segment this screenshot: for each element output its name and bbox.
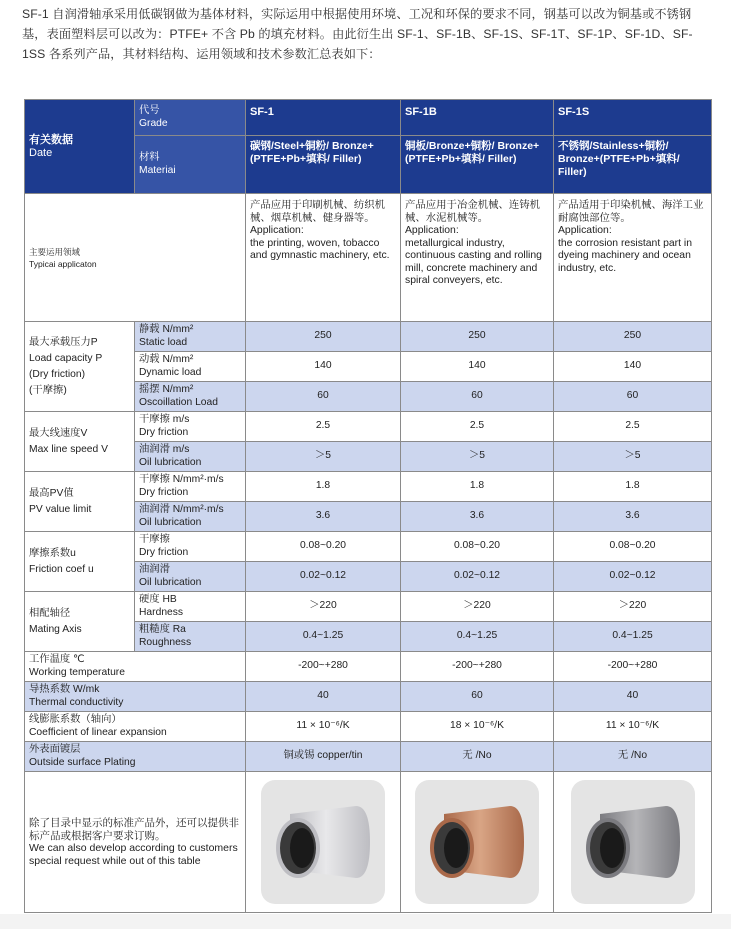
table-row — [25, 742, 712, 772]
sub-label-en: Dry friction — [139, 426, 189, 438]
sub-label — [135, 442, 246, 472]
sub-label-en: Dry friction — [139, 486, 189, 498]
sub-label-en: Static load — [139, 336, 188, 348]
value-cell: 无 /No — [401, 742, 554, 772]
table-row — [25, 532, 712, 562]
sub-label-cn: 干摩擦 N/mm²·m/s — [139, 474, 224, 485]
sub-label — [135, 472, 246, 502]
sub-label-en: Oscoillation Load — [139, 396, 218, 408]
value-cell: 0.02~0.12 — [554, 562, 712, 592]
header-material-sf1s: 不锈钢/Stainless+铜粉/ Bronze+(PTFE+Pb+填料/ Filler) — [554, 136, 712, 194]
sub-label-cn: 油润滑 m/s — [139, 444, 190, 455]
bearing-wrap — [554, 772, 711, 912]
value-cell: ＞5 — [401, 442, 554, 472]
sub-label-en: Oil lubrication — [139, 456, 202, 468]
table-row — [25, 682, 712, 712]
group-label: 相配轴径 Mating Axis — [25, 592, 135, 652]
sub-label — [135, 322, 246, 352]
sub-label-cn: 油润滑 N/mm²·m/s — [139, 504, 224, 515]
value-cell: ＞5 — [246, 442, 401, 472]
sub-label — [135, 382, 246, 412]
row-label-en: Working temperature — [29, 666, 125, 678]
sub-label-cn: 摇摆 N/mm² — [139, 384, 194, 395]
bearing-sf1s-image — [578, 792, 688, 892]
sub-label-en: Dry friction — [139, 546, 189, 558]
sub-label-en: Oil lubrication — [139, 576, 202, 588]
header-data-cn: 有关数据 — [29, 134, 73, 146]
sub-label-cn: 干摩擦 — [139, 534, 170, 545]
value-cell: 2.5 — [554, 412, 712, 442]
header-material-sf1b: 铜板/Bronze+铜粉/ Bronze+(PTFE+Pb+填料/ Filler) — [401, 136, 554, 194]
bearing-image-box — [571, 780, 695, 904]
value-cell: 60 — [554, 382, 712, 412]
bearing-image-box — [261, 780, 385, 904]
intro-paragraph: SF-1 自润滑轴承采用低碳钢做为基体材料，实际运用中根据使用环境、工况和环保的要求不同，钢基可以改为铜基或不锈钢基，表面塑料层可以改为：PTFE+ 不含 Pb 的填充材料。由此衍生出 SF-1、SF-1B、SF-1S、SF-1T、SF-1P、SF-1D、SF-1SS 各系列产品，其材料结构、运用领域和技术参数汇总表如下： — [22, 7, 693, 61]
header-data-label — [25, 100, 135, 194]
value-cell: 0.08~0.20 — [401, 532, 554, 562]
value-cell: ＞220 — [401, 592, 554, 622]
table-row — [25, 322, 712, 352]
sub-label-cn: 油润滑 — [139, 564, 170, 575]
value-cell: 250 — [554, 322, 712, 352]
group-label: 摩擦系数u Friction coef u — [25, 532, 135, 592]
value-cell: 0.08~0.20 — [246, 532, 401, 562]
application-row — [25, 194, 712, 322]
row-label-cn: 导热系数 W/mk — [29, 684, 100, 695]
value-cell: 无 /No — [554, 742, 712, 772]
sub-label — [135, 622, 246, 652]
row-label-en: Thermal conductivity — [29, 696, 124, 708]
sub-label-cn: 硬度 HB — [139, 594, 177, 605]
value-cell: 11 × 10⁻⁶/K — [554, 712, 712, 742]
sub-label — [135, 562, 246, 592]
sub-label-en: Dynamic load — [139, 366, 202, 378]
header-grade-en: Grade — [139, 117, 168, 129]
sub-label — [135, 592, 246, 622]
value-cell: 0.02~0.12 — [401, 562, 554, 592]
sub-label-cn: 动载 N/mm² — [139, 354, 194, 365]
sub-label — [135, 352, 246, 382]
value-cell: 60 — [401, 382, 554, 412]
header-material-cn: 材料 — [139, 152, 160, 163]
header-grade — [135, 100, 246, 136]
application-sf1: 产品应用于印刷机械、纺织机械、烟草机械、健身器等。 Application: the printing, woven, tobacco and gymnastic machinery, etc. — [246, 194, 401, 322]
value-cell: 1.8 — [401, 472, 554, 502]
header-material — [135, 136, 246, 194]
row-label-en: Outside surface Plating — [29, 756, 136, 768]
sub-label-cn: 粗糙度 Ra — [139, 624, 186, 635]
header-material-en: Materiai — [139, 164, 176, 176]
table-row — [25, 412, 712, 442]
bearing-image-box — [415, 780, 539, 904]
note-cn: 除了目录中显示的标准产品外，还可以提供非标产品或根据客户要求订购。 — [29, 817, 239, 842]
sub-label-en: Oil lubrication — [139, 516, 202, 528]
row-label-en: Coefficient of linear expansion — [29, 726, 167, 738]
custom-order-note — [25, 772, 246, 913]
value-cell: 250 — [246, 322, 401, 352]
sub-label — [135, 532, 246, 562]
image-row — [25, 772, 712, 913]
application-sf1b: 产品应用于冶金机械、连铸机械、水泥机械等。 Application: metallurgical industry, continuous casting and rolling mill, concrete machinery and spiral conveyers, etc. — [401, 194, 554, 322]
header-code-sf1s: SF-1S — [554, 100, 712, 136]
value-cell: 60 — [401, 682, 554, 712]
row-label-cn: 线膨胀系数（轴向） — [29, 714, 122, 725]
bearing-cell — [246, 772, 401, 913]
value-cell: 0.4~1.25 — [554, 622, 712, 652]
application-label — [25, 194, 246, 322]
value-cell: 40 — [246, 682, 401, 712]
header-code-sf1b: SF-1B — [401, 100, 554, 136]
value-cell: ＞220 — [246, 592, 401, 622]
value-cell: 0.4~1.25 — [401, 622, 554, 652]
sub-label — [135, 412, 246, 442]
value-cell: 40 — [554, 682, 712, 712]
row-label-cn: 工作温度 ℃ — [29, 654, 85, 665]
header-grade-cn: 代号 — [139, 105, 160, 116]
value-cell: -200~+280 — [246, 652, 401, 682]
value-cell: 140 — [554, 352, 712, 382]
table-row — [25, 652, 712, 682]
application-label-cn: 主要运用领域 — [29, 246, 81, 257]
spec-table — [24, 99, 712, 913]
table-row — [25, 472, 712, 502]
value-cell: 140 — [401, 352, 554, 382]
table-row — [25, 592, 712, 622]
value-cell: 1.8 — [554, 472, 712, 502]
value-cell: 11 × 10⁻⁶/K — [246, 712, 401, 742]
value-cell: 2.5 — [246, 412, 401, 442]
header-code-sf1: SF-1 — [246, 100, 401, 136]
sub-label-en: Roughness — [139, 636, 192, 648]
value-cell: -200~+280 — [554, 652, 712, 682]
note-en: We can also develop according to customers special request while out of this table — [29, 842, 238, 867]
application-sf1s: 产品适用于印染机械、海洋工业耐腐蚀部位等。 Application: the corrosion resistant part in dyeing machinery and ocean industry, etc. — [554, 194, 712, 322]
value-cell: 250 — [401, 322, 554, 352]
row-label-cn: 外表面镀层 — [29, 744, 81, 755]
sub-label-cn: 静载 N/mm² — [139, 324, 194, 335]
value-cell: 1.8 — [246, 472, 401, 502]
bottom-bar — [0, 914, 731, 929]
table-row — [25, 712, 712, 742]
bearing-cell — [554, 772, 712, 913]
value-cell: 60 — [246, 382, 401, 412]
bearing-sf1b-image — [422, 792, 532, 892]
group-label: 最大线速度V Max line speed V — [25, 412, 135, 472]
row-label — [25, 742, 246, 772]
value-cell: 铜或锡 copper/tin — [246, 742, 401, 772]
value-cell: 3.6 — [401, 502, 554, 532]
header-material-sf1: 碳钢/Steel+铜粉/ Bronze+(PTFE+Pb+填料/ Filler) — [246, 136, 401, 194]
row-label — [25, 712, 246, 742]
value-cell: 3.6 — [554, 502, 712, 532]
bearing-wrap — [401, 772, 553, 912]
value-cell: ＞5 — [554, 442, 712, 472]
value-cell: 0.4~1.25 — [246, 622, 401, 652]
value-cell: 0.08~0.20 — [554, 532, 712, 562]
value-cell: ＞220 — [554, 592, 712, 622]
group-label: 最大承载压力P Load capacity P (Dry friction) (干摩擦) — [25, 322, 135, 412]
sub-label-cn: 干摩擦 m/s — [139, 414, 190, 425]
header-data-en: Date — [29, 146, 53, 159]
value-cell: 2.5 — [401, 412, 554, 442]
group-label: 最高PV值 PV value limit — [25, 472, 135, 532]
value-cell: 0.02~0.12 — [246, 562, 401, 592]
application-label-en: Typicai applicaton — [29, 258, 97, 269]
value-cell: 140 — [246, 352, 401, 382]
bearing-cell — [401, 772, 554, 913]
sub-label-en: Hardness — [139, 606, 184, 618]
row-label — [25, 652, 246, 682]
value-cell: -200~+280 — [401, 652, 554, 682]
value-cell: 18 × 10⁻⁶/K — [401, 712, 554, 742]
sub-label — [135, 502, 246, 532]
value-cell: 3.6 — [246, 502, 401, 532]
row-label — [25, 682, 246, 712]
bearing-wrap — [246, 772, 400, 912]
bearing-sf1-image — [268, 792, 378, 892]
